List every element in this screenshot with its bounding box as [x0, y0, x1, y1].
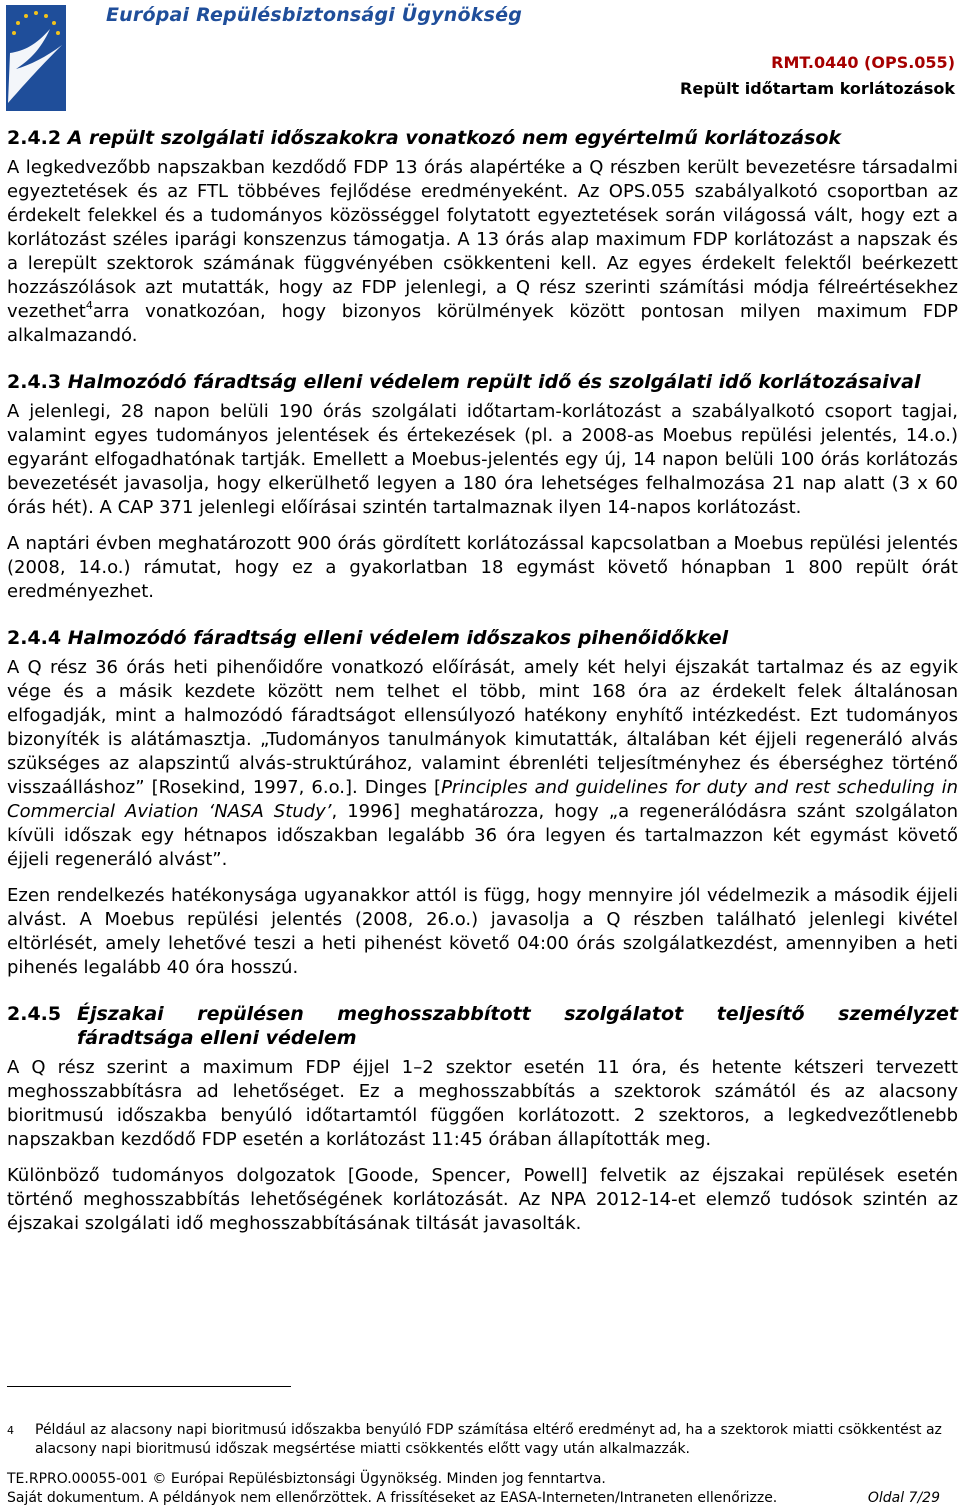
disclaimer-line: Saját dokumentum. A példányok nem ellenőrzöttek. A frissítéseket az EASA-Interneten/Intraneten ellenőrizze. [7, 1490, 778, 1506]
footnote-number: 4 [7, 1424, 14, 1437]
paragraph [7, 156, 958, 348]
section-2-4-5-heading [7, 1002, 958, 1050]
easa-logo-icon [6, 5, 66, 111]
page-footer [7, 1470, 958, 1508]
paragraph [7, 656, 958, 872]
paragraph: A Q rész szerint a maximum FDP éjjel 1–2 szektor esetén 11 óra, és hetente kétszeri tervezett meghosszabbításra ad lehetőséget. Ez a meghosszabbítás a szektorok számától és az alacsony bioritmusú időszakba benyúló időtartamtól függően korlátozott. 2 szektoros, a legkedvezőtlenebb napszakban kezdődő FDP esetén a korlátozást 11:45 órában állapították meg. [7, 1057, 958, 1150]
copyright-line: TE.RPRO.00055-001 © Európai Repülésbiztonsági Ügynökség. Minden jog fenntartva. [7, 1471, 606, 1487]
section-title-line: fáradtsága elleni védelem [77, 1027, 357, 1049]
paragraph-text: , 1996] meghatározza, hogy „a regenerálódásra szánt szolgálaton kívüli időszak egy hétnapos időszakban legalább 36 óra legyen és tartalmazzon két egymást követő éjjeli regeneráló alvást”. [7, 801, 958, 870]
paragraph: A jelenlegi, 28 napon belüli 190 órás szolgálati időtartam-korlátozást a szabályalkotó csoport tagjai, valamint egyes tudományos jelentések és értekezések (pl. a 2008-as Moebus repülési jelentés, 14.o.) egyaránt elfogadhatónak tartják. Emellett a Moebus-jelentés egy új, 14 napon belüli 100 órás korlátozás bevezetését javasolja, hogy elkerülhető legyen a 180 óra lehetséges felhalmozása 21 nap alatt (3 x 60 órás hét). A CAP 371 jelenlegi előírásai szintén tartalmaznak ilyen 14-napos korlátozást. [7, 401, 958, 518]
section-title: A repült szolgálati időszakokra vonatkozó nem egyértelmű korlátozások [67, 127, 842, 149]
paragraph: Ezen rendelkezés hatékonysága ugyanakkor attól is függ, hogy mennyire jól védelmezik a második éjjeli alvást. A Moebus repülési jelentés (2008, 26.o.) javasolja a Q részben található jelenlegi kivétel eltörlését, amely lehetővé teszi a heti pihenést követő 04:00 órás szolgálatkezdést, amennyiben a heti pihenés legalább 40 óra hosszú. [7, 885, 958, 978]
footnote [7, 1421, 958, 1459]
section-title-line: Éjszakai repülésen meghosszabbított szolgálatot teljesítő személyzet [77, 1003, 958, 1025]
easa-logo [6, 5, 66, 111]
section-number: 2.4.4 [7, 627, 62, 649]
document-title: Repült időtartam korlátozások [680, 79, 955, 98]
paragraph: A naptári évben meghatározott 900 órás gördített korlátozással kapcsolatban a Moebus repülési jelentés (2008, 14.o.) rámutat, hogy ez a gyakorlatban 18 egymást követő hónapban 1 800 repült órát eredményezhet. [7, 533, 958, 602]
document-code: RMT.0440 (OPS.055) [771, 53, 955, 72]
section-2-4-3-heading [7, 370, 958, 394]
document-body [7, 126, 958, 1236]
section-number: 2.4.3 [7, 371, 62, 393]
section-title: Halmozódó fáradtság elleni védelem időszakos pihenőidőkkel [67, 627, 729, 649]
agency-name: Európai Repülésbiztonsági Ügynökség [106, 4, 523, 26]
footnote-text: Például az alacsony napi bioritmusú időszakba benyúló FDP számítása eltérő eredményt ad, ha a szektorok miatti csökkentést az alacsony napi bioritmusú időszak megsértése miatti csökkentés előtt vagy után alkalmazzák. [35, 1422, 942, 1457]
footnote-reference[interactable]: 4 [85, 299, 93, 312]
citation-title: Principles and guidelines for duty and rest scheduling in Commercial Aviation ‘NASA Study’ [7, 777, 958, 822]
section-2-4-2-heading [7, 126, 958, 150]
paragraph: Különböző tudományos dolgozatok [Goode, Spencer, Powell] felvetik az éjszakai repülések esetén történő meghosszabbítás lehetőségének korlátozását. Az NPA 2012-14-et elemző tudósok szintén az éjszakai szolgálati idő meghosszabbításának tiltását javasolták. [7, 1165, 958, 1234]
page-number: Oldal 7/29 [867, 1490, 940, 1506]
document-reference [680, 50, 955, 102]
section-number: 2.4.2 [7, 127, 62, 149]
section-number: 2.4.5 [7, 1003, 62, 1025]
section-2-4-4-heading [7, 626, 958, 650]
section-title [77, 1002, 958, 1050]
paragraph-text: A legkedvezőbb napszakban kezdődő FDP 13 órás alapértéke a Q részben került bevezetésre társadalmi egyeztetések és az FTL többéves fejlődése eredményeként. Az OPS.055 szabályalkotó csoportban az érdekelt felekkel és a tudományos közösséggel folytatott egyeztetések során világossá vált, hogy ezt a korlátozást széles iparági konszenzus támogatja. A 13 órás alap maximum FDP korlátozást a napszak és a lerepült szektorok számának függvényében csökkenteni kell. Az egyes érdekelt felektől beérkezett hozzászólások azt mutatták, hogy az FDP jelenlegi, a Q rész szerinti számítási módja félreértésekhez vezethet [7, 157, 958, 322]
footnote-divider [7, 1386, 291, 1387]
paragraph-text: arra vonatkozóan, hogy bizonyos körülmények között pontosan milyen maximum FDP alkalmazandó. [7, 301, 958, 346]
section-title: Halmozódó fáradtság elleni védelem repült idő és szolgálati idő korlátozásaival [67, 371, 921, 393]
paragraph-text: A Q rész 36 órás heti pihenőidőre vonatkozó előírását, amely két helyi éjszakát tartalmaz és az egyik vége és a másik kezdete között nem telhet el több, mint 168 óra az érdekelt felek általánosan elfogadják, mint a halmozódó fáradtságot ellensúlyozó hatékony enyhítő intézkedést. Ezt tudományos bizonyíték is alátámasztja. „Tudományos tanulmányok kimutatták, általában két éjjeli regeneráló alvás szükséges az alapszintű alvás-struktúrához, valamint ébrenléti teljesítményhez és éberséghez történő visszaálláshoz” [Rosekind, 1997, 6.o.]. Dinges [ [7, 657, 958, 798]
